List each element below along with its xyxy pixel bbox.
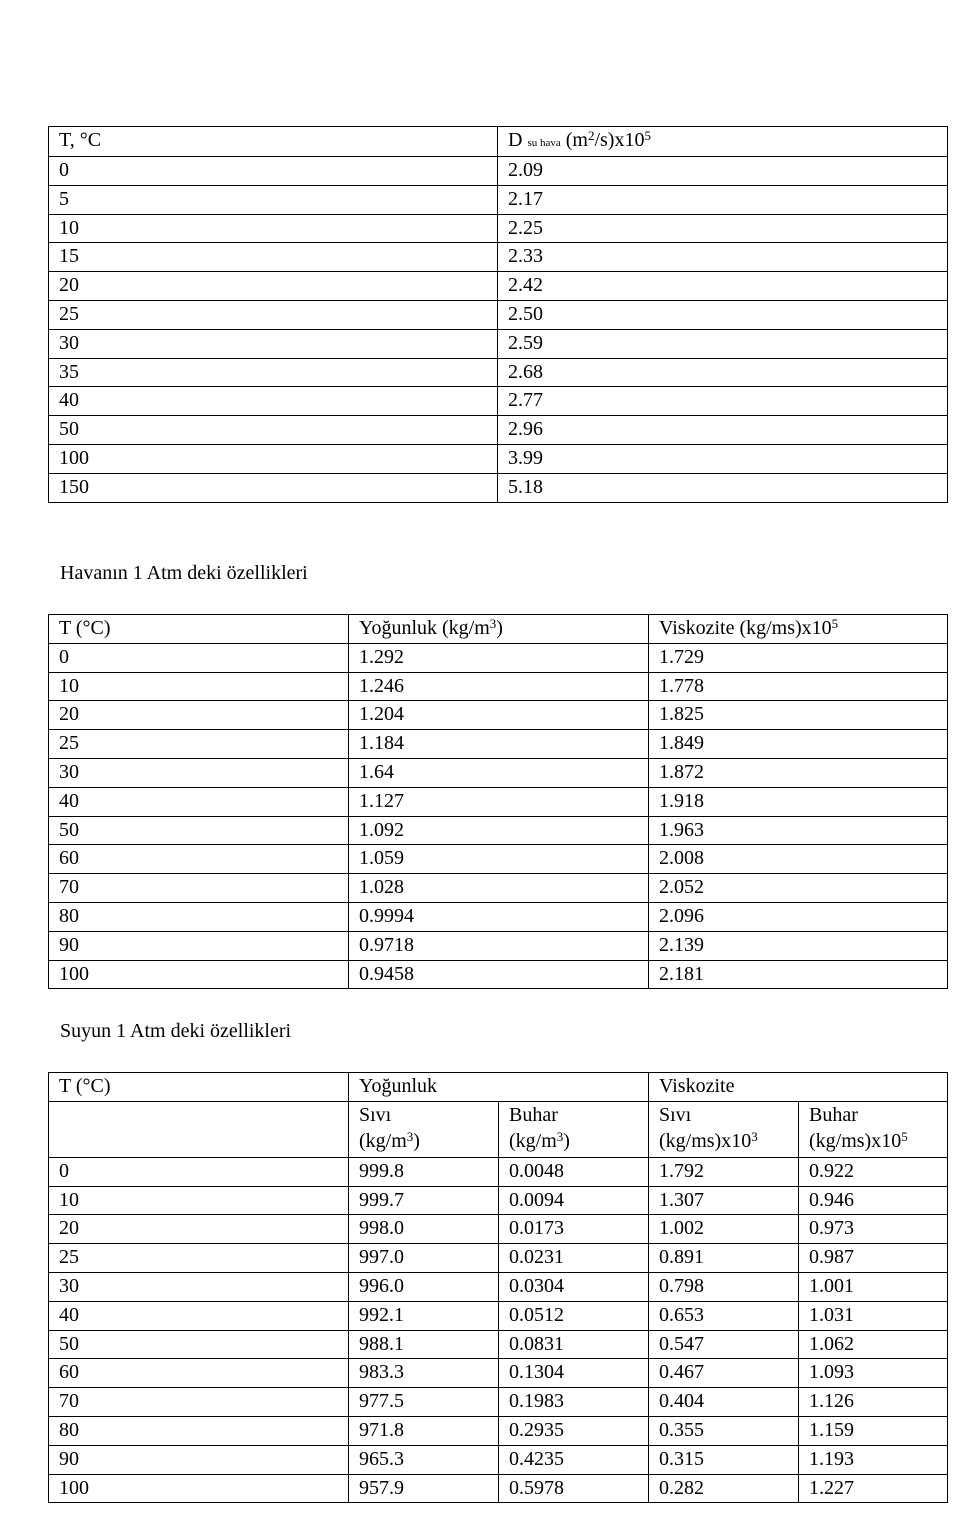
table-cell: 0.922 bbox=[799, 1157, 948, 1186]
table-cell: 100 bbox=[49, 960, 349, 989]
table-row bbox=[49, 272, 948, 301]
table-cell: 0.9458 bbox=[349, 960, 649, 989]
header-density-group: Yoğunluk bbox=[349, 1073, 649, 1102]
air-properties-caption: Havanın 1 Atm deki özellikleri bbox=[60, 562, 308, 584]
table-row bbox=[49, 931, 948, 960]
table-cell: 1.307 bbox=[649, 1186, 799, 1215]
table-cell: 80 bbox=[49, 902, 349, 931]
table-cell: 0.9994 bbox=[349, 902, 649, 931]
table-cell: 988.1 bbox=[349, 1330, 499, 1359]
table-header-row bbox=[49, 1073, 948, 1102]
table-row bbox=[49, 1388, 948, 1417]
table-cell: 2.17 bbox=[498, 185, 948, 214]
table-cell: 0.547 bbox=[649, 1330, 799, 1359]
table-cell: 1.227 bbox=[799, 1474, 948, 1503]
table-row bbox=[49, 1215, 948, 1244]
table-cell: 0.653 bbox=[649, 1301, 799, 1330]
table-cell: 1.092 bbox=[349, 816, 649, 845]
table-cell: 0.282 bbox=[649, 1474, 799, 1503]
table-row bbox=[49, 1272, 948, 1301]
table-cell: 1.778 bbox=[649, 672, 948, 701]
header-density: Yoğunluk $(kg/m^3)$ bbox=[349, 615, 649, 644]
table-cell: 50 bbox=[49, 416, 498, 445]
table-cell: 1.031 bbox=[799, 1301, 948, 1330]
table-cell: 0.1983 bbox=[499, 1388, 649, 1417]
table-cell: 80 bbox=[49, 1416, 349, 1445]
table-row bbox=[49, 1186, 948, 1215]
table-cell: 20 bbox=[49, 272, 498, 301]
table-cell: 0.0048 bbox=[499, 1157, 649, 1186]
table-cell: 0.315 bbox=[649, 1445, 799, 1474]
table-cell: 1.204 bbox=[349, 701, 649, 730]
table-cell: 1.028 bbox=[349, 874, 649, 903]
table-cell: 1.062 bbox=[799, 1330, 948, 1359]
table-cell: 1.64 bbox=[349, 758, 649, 787]
table-row bbox=[49, 329, 948, 358]
table-cell: 2.42 bbox=[498, 272, 948, 301]
table-row bbox=[49, 672, 948, 701]
table-cell: 2.59 bbox=[498, 329, 948, 358]
header-liquid-density: Sıvı $(kg/m^3)$ bbox=[349, 1101, 499, 1157]
table-cell: 70 bbox=[49, 1388, 349, 1417]
table-cell: 998.0 bbox=[349, 1215, 499, 1244]
table-row bbox=[49, 643, 948, 672]
table-row bbox=[49, 1330, 948, 1359]
table-cell: 25 bbox=[49, 1244, 349, 1273]
table-cell: 2.68 bbox=[498, 358, 948, 387]
table-cell: 0.987 bbox=[799, 1244, 948, 1273]
header-temperature: T, °C bbox=[49, 127, 498, 157]
header-vapor-viscosity: Buhar $(kg/ms)x10^5$ bbox=[799, 1101, 948, 1157]
table-cell: 0.973 bbox=[799, 1215, 948, 1244]
table-cell: 0.0512 bbox=[499, 1301, 649, 1330]
header-liquid-viscosity: Sıvı $(kg/ms)x10^3$ bbox=[649, 1101, 799, 1157]
table-cell: 1.729 bbox=[649, 643, 948, 672]
table-row bbox=[49, 730, 948, 759]
header-temperature: T (°C) bbox=[49, 615, 349, 644]
table-cell: 0.0094 bbox=[499, 1186, 649, 1215]
table-cell: 996.0 bbox=[349, 1272, 499, 1301]
air-properties-table bbox=[48, 614, 948, 989]
table-row bbox=[49, 1416, 948, 1445]
table-cell: 30 bbox=[49, 1272, 349, 1301]
table-row bbox=[49, 701, 948, 730]
table-row bbox=[49, 874, 948, 903]
water-properties-caption: Suyun 1 Atm deki özellikleri bbox=[60, 1020, 292, 1042]
table-row bbox=[49, 1445, 948, 1474]
table-cell: 3.99 bbox=[498, 444, 948, 473]
table-cell: 999.8 bbox=[349, 1157, 499, 1186]
table-cell: 1.872 bbox=[649, 758, 948, 787]
table-cell: 971.8 bbox=[349, 1416, 499, 1445]
table-cell: 40 bbox=[49, 787, 349, 816]
table-cell: 0 bbox=[49, 1157, 349, 1186]
table-cell: 30 bbox=[49, 329, 498, 358]
table-cell: 1.246 bbox=[349, 672, 649, 701]
table-cell: 983.3 bbox=[349, 1359, 499, 1388]
water-properties-table bbox=[48, 1072, 948, 1503]
table-cell: 2.008 bbox=[649, 845, 948, 874]
table-cell: 10 bbox=[49, 1186, 349, 1215]
table-cell: 90 bbox=[49, 931, 349, 960]
table-cell: 2.25 bbox=[498, 214, 948, 243]
header-viscosity-group: Viskozite bbox=[649, 1073, 948, 1102]
header-diffusivity: D su hava $(m^2/s)x10^5$ bbox=[498, 127, 948, 157]
table-cell: 0.5978 bbox=[499, 1474, 649, 1503]
table-row bbox=[49, 387, 948, 416]
table-cell: 0.946 bbox=[799, 1186, 948, 1215]
table-cell: 50 bbox=[49, 1330, 349, 1359]
table-cell: 1.002 bbox=[649, 1215, 799, 1244]
table-cell: 0.1304 bbox=[499, 1359, 649, 1388]
header-viscosity: Viskozite $(kg/ms)x10^5$ bbox=[649, 615, 948, 644]
table-cell: 1.127 bbox=[349, 787, 649, 816]
table-cell: 2.96 bbox=[498, 416, 948, 445]
table-cell: 40 bbox=[49, 1301, 349, 1330]
table-cell: 5.18 bbox=[498, 473, 948, 502]
table-cell: 60 bbox=[49, 1359, 349, 1388]
table-cell: 0.467 bbox=[649, 1359, 799, 1388]
table-cell: 100 bbox=[49, 1474, 349, 1503]
table-cell: 0.0231 bbox=[499, 1244, 649, 1273]
header-empty-cell bbox=[49, 1101, 349, 1157]
table-cell: 965.3 bbox=[349, 1445, 499, 1474]
table-row bbox=[49, 1359, 948, 1388]
table-row bbox=[49, 758, 948, 787]
table-cell: 0.891 bbox=[649, 1244, 799, 1273]
table-cell: 0.404 bbox=[649, 1388, 799, 1417]
table-cell: 100 bbox=[49, 444, 498, 473]
table-cell: 0.9718 bbox=[349, 931, 649, 960]
table-cell: 0.798 bbox=[649, 1272, 799, 1301]
table-cell: 2.09 bbox=[498, 157, 948, 186]
table-cell: 0.0173 bbox=[499, 1215, 649, 1244]
table-cell: 1.292 bbox=[349, 643, 649, 672]
table-cell: 1.093 bbox=[799, 1359, 948, 1388]
table-cell: 1.963 bbox=[649, 816, 948, 845]
table-row bbox=[49, 1244, 948, 1273]
table-cell: 1.159 bbox=[799, 1416, 948, 1445]
table-cell: 992.1 bbox=[349, 1301, 499, 1330]
table-cell: 25 bbox=[49, 730, 349, 759]
table-row bbox=[49, 358, 948, 387]
table-cell: 60 bbox=[49, 845, 349, 874]
table-cell: 25 bbox=[49, 300, 498, 329]
table-row bbox=[49, 157, 948, 186]
table-row bbox=[49, 816, 948, 845]
table-cell: 2.50 bbox=[498, 300, 948, 329]
table-cell: 0.0304 bbox=[499, 1272, 649, 1301]
table-cell: 997.0 bbox=[349, 1244, 499, 1273]
table-cell: 2.77 bbox=[498, 387, 948, 416]
table-cell: 1.792 bbox=[649, 1157, 799, 1186]
diffusion-table bbox=[48, 126, 948, 503]
table-cell: 90 bbox=[49, 1445, 349, 1474]
table-row bbox=[49, 416, 948, 445]
table-row bbox=[49, 1474, 948, 1503]
table-row bbox=[49, 787, 948, 816]
table-row bbox=[49, 214, 948, 243]
table-cell: 1.126 bbox=[799, 1388, 948, 1417]
table-cell: 2.33 bbox=[498, 243, 948, 272]
table-row bbox=[49, 444, 948, 473]
table-cell: 20 bbox=[49, 1215, 349, 1244]
table-cell: 1.918 bbox=[649, 787, 948, 816]
table-row bbox=[49, 1301, 948, 1330]
table-cell: 2.181 bbox=[649, 960, 948, 989]
table-subheader-row bbox=[49, 1101, 948, 1157]
table-row bbox=[49, 845, 948, 874]
header-vapor-density: Buhar $(kg/m^3)$ bbox=[499, 1101, 649, 1157]
table-row bbox=[49, 243, 948, 272]
table-cell: 30 bbox=[49, 758, 349, 787]
table-cell: 1.825 bbox=[649, 701, 948, 730]
table-row bbox=[49, 1157, 948, 1186]
table-cell: 1.849 bbox=[649, 730, 948, 759]
table-cell: 150 bbox=[49, 473, 498, 502]
table-cell: 977.5 bbox=[349, 1388, 499, 1417]
table-cell: 70 bbox=[49, 874, 349, 903]
table-cell: 15 bbox=[49, 243, 498, 272]
table-cell: 1.001 bbox=[799, 1272, 948, 1301]
table-cell: 10 bbox=[49, 672, 349, 701]
table-row bbox=[49, 902, 948, 931]
table-header-row bbox=[49, 127, 948, 157]
table-row bbox=[49, 185, 948, 214]
table-header-row bbox=[49, 615, 948, 644]
table-cell: 0.0831 bbox=[499, 1330, 649, 1359]
table-cell: 10 bbox=[49, 214, 498, 243]
table-cell: 1.184 bbox=[349, 730, 649, 759]
table-row bbox=[49, 300, 948, 329]
table-row bbox=[49, 473, 948, 502]
table-cell: 0.2935 bbox=[499, 1416, 649, 1445]
table-cell: 957.9 bbox=[349, 1474, 499, 1503]
table-cell: 2.139 bbox=[649, 931, 948, 960]
table-cell: 0.355 bbox=[649, 1416, 799, 1445]
table-cell: 999.7 bbox=[349, 1186, 499, 1215]
table-row bbox=[49, 960, 948, 989]
table-cell: 40 bbox=[49, 387, 498, 416]
table-cell: 1.059 bbox=[349, 845, 649, 874]
table-cell: 0.4235 bbox=[499, 1445, 649, 1474]
table-cell: 50 bbox=[49, 816, 349, 845]
table-cell: 2.096 bbox=[649, 902, 948, 931]
header-temperature: T (°C) bbox=[49, 1073, 349, 1102]
table-cell: 2.052 bbox=[649, 874, 948, 903]
table-cell: 35 bbox=[49, 358, 498, 387]
table-cell: 1.193 bbox=[799, 1445, 948, 1474]
table-cell: 20 bbox=[49, 701, 349, 730]
table-cell: 5 bbox=[49, 185, 498, 214]
table-cell: 0 bbox=[49, 157, 498, 186]
table-cell: 0 bbox=[49, 643, 349, 672]
